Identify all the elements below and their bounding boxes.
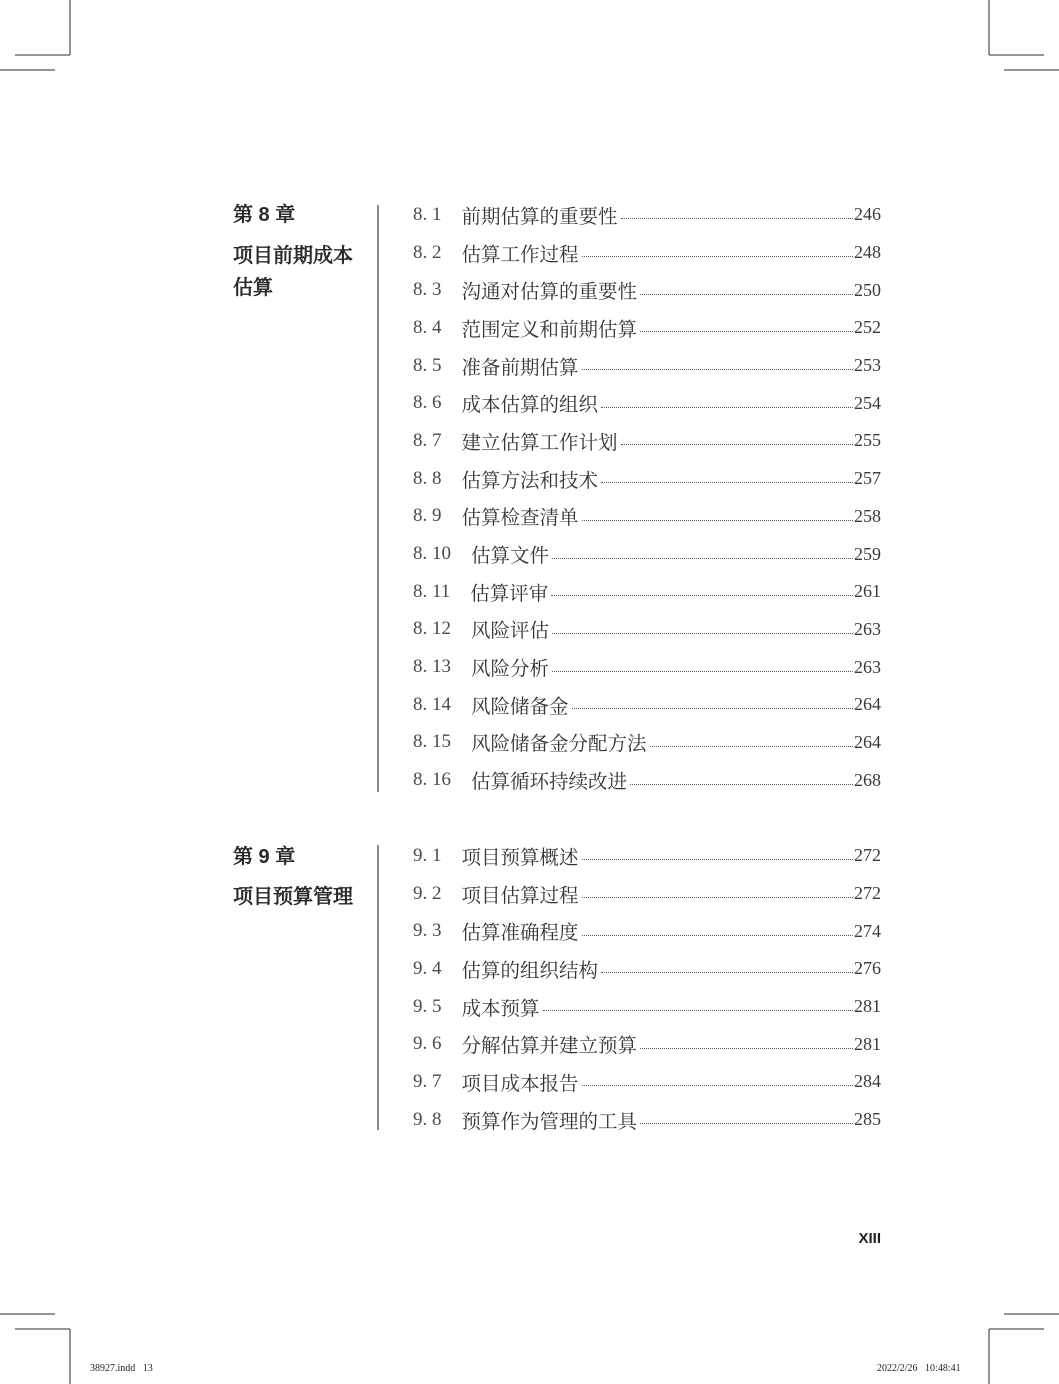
chapter-divider-rule	[377, 205, 379, 792]
section-number: 9. 1	[413, 844, 442, 866]
section-title: 沟通对估算的重要性	[461, 282, 638, 304]
page-number: 258	[854, 505, 881, 526]
dot-leader	[582, 520, 853, 521]
chapter-title-line: 项目前期成本	[233, 245, 353, 267]
dot-leader	[552, 671, 853, 672]
toc-entry	[413, 648, 881, 686]
page-number: 281	[854, 996, 881, 1017]
toc-entry	[413, 837, 881, 875]
page-number: 272	[854, 845, 881, 866]
dot-leader	[621, 218, 853, 219]
toc-entry	[413, 724, 881, 762]
section-number: 8. 11	[413, 580, 451, 602]
section-list	[413, 196, 881, 799]
page-number: 281	[854, 1033, 881, 1054]
section-title: 项目估算过程	[461, 885, 579, 907]
toc-entry	[413, 460, 881, 498]
page-number: 264	[854, 694, 881, 715]
dot-leader	[582, 859, 853, 860]
page-number: 259	[854, 543, 881, 564]
section-title: 预算作为管理的工具	[461, 1111, 638, 1133]
dot-leader	[640, 294, 853, 295]
page-number: 272	[854, 883, 881, 904]
dot-leader	[621, 444, 853, 445]
section-number: 8. 3	[413, 279, 442, 301]
toc-entry	[413, 309, 881, 347]
dot-leader	[582, 897, 853, 898]
section-number: 9. 5	[413, 995, 442, 1017]
toc-entry	[413, 912, 881, 950]
section-title: 建立估算工作计划	[461, 432, 618, 454]
toc-entry	[413, 347, 881, 385]
section-number: 8. 5	[413, 354, 442, 376]
section-title: 准备前期估算	[461, 357, 579, 379]
section-title: 成本估算的组织	[461, 395, 599, 417]
page-number: 274	[854, 920, 881, 941]
section-number: 8. 4	[413, 316, 442, 338]
page-number: 285	[854, 1109, 881, 1130]
chapter-heading	[233, 200, 353, 304]
section-number: 8. 7	[413, 429, 442, 451]
chapter-title-line: 估算	[233, 277, 273, 299]
dot-leader	[601, 972, 853, 973]
toc-entry	[413, 196, 881, 234]
section-number: 8. 13	[413, 656, 451, 678]
page-number: 250	[854, 279, 881, 300]
page-number: 263	[854, 656, 881, 677]
chapter-title-line: 项目预算管理	[233, 886, 353, 908]
section-title: 范围定义和前期估算	[461, 319, 638, 341]
dot-leader	[582, 369, 853, 370]
toc-entry	[413, 761, 881, 799]
dot-leader	[601, 407, 853, 408]
dot-leader	[552, 558, 853, 559]
toc-entry	[413, 611, 881, 649]
dot-leader	[582, 256, 853, 257]
chapter-label: 第 9 章	[233, 846, 296, 868]
toc-entry	[413, 271, 881, 309]
section-number: 8. 16	[413, 769, 451, 791]
section-title: 估算循环持续改进	[471, 772, 628, 794]
toc-entry	[413, 875, 881, 913]
section-title: 风险储备金分配方法	[471, 734, 647, 756]
dot-leader	[582, 1085, 853, 1086]
page-number: 257	[854, 468, 881, 489]
chapter-heading	[233, 842, 353, 913]
toc-entry	[413, 686, 881, 724]
section-title: 估算文件	[471, 546, 550, 568]
dot-leader	[601, 482, 853, 483]
section-title: 估算方法和技术	[461, 470, 599, 492]
section-title: 估算准确程度	[461, 923, 579, 945]
dot-leader	[551, 595, 853, 596]
page-number: 263	[854, 618, 881, 639]
section-title: 估算的组织结构	[461, 960, 599, 982]
toc-entry	[413, 422, 881, 460]
section-number: 9. 4	[413, 957, 442, 979]
section-list	[413, 837, 881, 1139]
dot-leader	[640, 1048, 853, 1049]
toc-entry	[413, 950, 881, 988]
section-title: 估算评审	[470, 583, 549, 605]
section-number: 9. 2	[413, 882, 442, 904]
section-title: 项目成本报告	[461, 1073, 579, 1095]
section-number: 8. 12	[413, 618, 451, 640]
section-number: 9. 3	[413, 920, 442, 942]
dot-leader	[552, 633, 853, 634]
page-number: 264	[854, 731, 881, 752]
section-title: 风险储备金	[471, 696, 569, 718]
dot-leader	[630, 784, 853, 785]
toc-entry	[413, 234, 881, 272]
section-number: 8. 8	[413, 467, 442, 489]
section-number: 9. 8	[413, 1108, 442, 1130]
toc-entry	[413, 1025, 881, 1063]
section-number: 9. 6	[413, 1033, 442, 1055]
page-number: 268	[854, 769, 881, 790]
section-number: 8. 6	[413, 392, 442, 414]
page-number: 284	[854, 1071, 881, 1092]
section-title: 项目预算概述	[461, 847, 579, 869]
section-title: 前期估算的重要性	[461, 206, 618, 228]
dot-leader	[582, 935, 853, 936]
section-title: 估算工作过程	[461, 244, 579, 266]
toc-entry	[413, 384, 881, 422]
dot-leader	[543, 1010, 853, 1011]
dot-leader	[640, 331, 853, 332]
page-number: 254	[854, 392, 881, 413]
page-number: 252	[854, 317, 881, 338]
section-title: 分解估算并建立预算	[461, 1036, 638, 1058]
toc-entry	[413, 1101, 881, 1139]
page-number: 261	[854, 581, 881, 602]
chapter-title	[233, 240, 353, 304]
chapter-label: 第 8 章	[233, 204, 296, 226]
section-number: 8. 10	[413, 543, 451, 565]
section-title: 风险分析	[471, 659, 550, 681]
page-folio: XIII	[858, 1230, 881, 1247]
section-title: 估算检查清单	[461, 508, 579, 530]
chapter-divider-rule	[377, 845, 379, 1130]
toc-entry	[413, 1063, 881, 1101]
section-number: 8. 9	[413, 505, 442, 527]
section-number: 8. 1	[413, 203, 442, 225]
toc-entry	[413, 988, 881, 1026]
page-number: 276	[854, 958, 881, 979]
page-number: 248	[854, 242, 881, 263]
section-number: 8. 15	[413, 731, 451, 753]
slug-timestamp: 2022/2/26 10:48:41	[877, 1363, 961, 1374]
page-number: 246	[854, 204, 881, 225]
section-number: 8. 2	[413, 241, 442, 263]
toc-entry	[413, 573, 881, 611]
section-number: 8. 14	[413, 693, 451, 715]
section-title: 成本预算	[461, 998, 540, 1020]
toc-entry	[413, 498, 881, 536]
dot-leader	[572, 708, 853, 709]
section-number: 9. 7	[413, 1070, 442, 1092]
chapter-title	[233, 881, 353, 913]
dot-leader	[640, 1123, 853, 1124]
page-number: 253	[854, 355, 881, 376]
slug-file: 38927.indd 13	[90, 1363, 153, 1374]
page-number: 255	[854, 430, 881, 451]
dot-leader	[650, 746, 853, 747]
section-title: 风险评估	[471, 621, 550, 643]
toc-entry	[413, 535, 881, 573]
